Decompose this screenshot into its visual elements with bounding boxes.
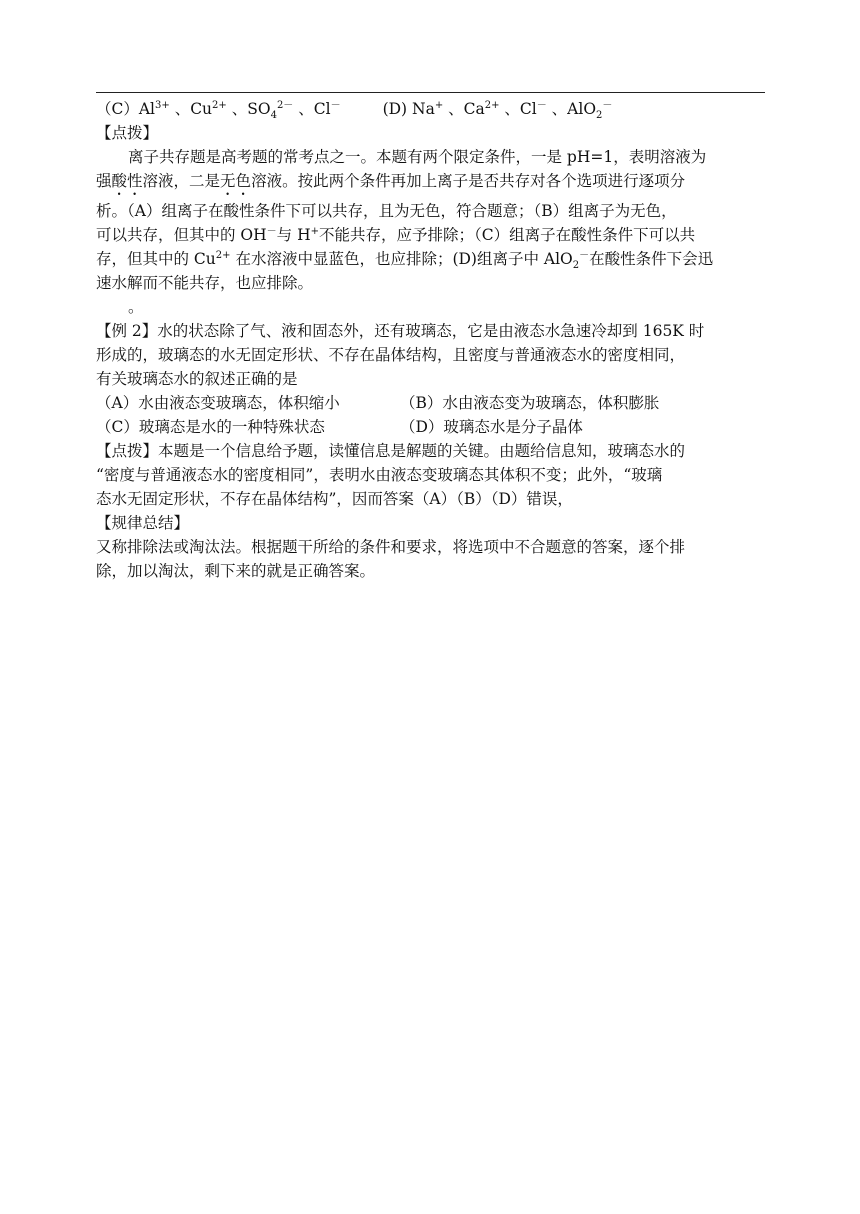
emphasis-colorless: 无色 [220,172,252,190]
example-2-stem: 形成的，玻璃态的水无固定形状、不存在晶体结构，且密度与普通液态水的密度相同， [96,346,686,364]
options-cd-line: $(C)Al^{3+}$ 、$Cu^{2+}$ 、$SO_4^{2-}$ 、Cl－ (D) Na+ 、$Ca^{2+}$ 、Cl－ 、AlO$_2$－ [96,99,613,122]
summary-heading: 【规律总结】 [96,514,190,532]
hint-paragraph-line: 存，但其中的 $Cu^{2+}$ 在水溶液中显蓝色，也应排除；(D)组离子中 AlO$_2$－在酸性条件下会迅 [96,249,714,272]
option-d: （D）玻璃态水是分子晶体 [400,418,583,436]
summary-line: 除，加以淘汰，剩下来的就是正确答案。 [96,562,376,580]
hint-paragraph-line: 速水解而不能共存，也应排除。 [96,274,314,292]
option-c: （C）玻璃态是水的一种特殊状态 [96,418,325,436]
option-d-text: (D) Na [382,100,435,118]
hint-2-line: 态水无固定形状，不存在晶体结构”，因而答案（A）（B）（D）错误， [96,490,573,508]
emphasis-acidic: 酸性 [111,172,143,190]
hint-heading: 【点拨】 [96,124,159,142]
hint-paragraph-line: 析。（A）组离子在酸性条件下可以共存，且为无色，符合题意；（B）组离子为无色， [96,202,677,220]
hint-2-line: 【点拨】本题是一个信息给予题，读懂信息是解题的关键。由题给信息知，玻璃态水的 [96,442,686,460]
option-b: （B）水由液态变为玻璃态，体积膨胀 [400,394,660,412]
example-2-options-cd [96,415,768,439]
hint-paragraph-line: 强酸性溶液，二是无色溶液。按此两个条件再加上离子是否共存对各个选项进行逐项分 [96,172,686,190]
option-a: （A）水由液态变玻璃态，体积缩小 [96,394,340,412]
document-body [96,97,768,583]
stray-mark: 。 [128,298,144,316]
summary-line: 又称排除法或淘汰法。根据题干所给的条件和要求，将选项中不合题意的答案，逐个排 [96,538,686,556]
example-2-stem: 有关玻璃态水的叙述正确的是 [96,370,298,388]
option-c-text: （C）Al [96,100,156,118]
example-2-stem: 【例 2】水的状态除了气、液和固态外，还有玻璃态，它是由液态水急速冷却到 165K 时 [96,322,705,340]
hint-paragraph-line: 可以共存，但其中的 OH－与 H+不能共存，应予排除；（C）组离子在酸性条件下可以共 [96,225,696,244]
hint-paragraph-line: 离子共存题是高考题的常考点之一。本题有两个限定条件，一是 pH=1，表明溶液为 [128,148,707,166]
header-rule [96,92,765,93]
example-2-options-ab [96,391,768,415]
hint-2-line: “密度与普通液态水的密度相同”，表明水由液态变玻璃态其体积不变；此外，“玻璃 [96,466,663,484]
